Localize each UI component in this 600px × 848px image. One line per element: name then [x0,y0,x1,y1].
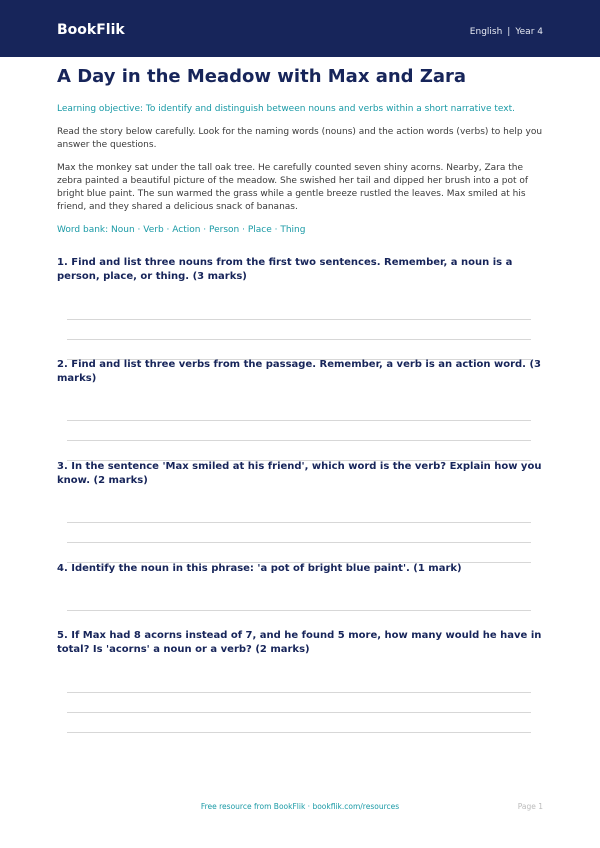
year-label: Year 4 [515,27,543,37]
meta-separator: | [507,27,511,37]
question-3: 3. In the sentence 'Max smiled at his friend', which word is the verb? Explain how you know. (2 marks) [57,461,542,486]
question-2: 2. Find and list three verbs from the passage. Remember, a verb is an action word. (3 marks) [57,359,541,384]
subject-label: English [469,27,503,37]
answer-line[interactable] [67,440,531,441]
answer-line[interactable] [67,542,531,543]
instructions: Read the story below carefully. Look for the naming words (nouns) and the action words (verbs) to help you answer the questions. [57,127,543,150]
footer-source: Free resource from BookFlik · bookflik.com/resources [200,802,400,811]
worksheet-intro [57,65,543,237]
answer-line[interactable] [67,522,531,523]
answer-line[interactable] [67,420,531,421]
question-1: 1. Find and list three nouns from the first two sentences. Remember, a noun is a person, place, or thing. (3 marks) [57,257,513,282]
page-title: A Day in the Meadow with Max and Zara [57,66,467,87]
question-5: 5. If Max had 8 acorns instead of 7, and he found 5 more, how many would he have in total? Is 'acorns' a noun or a verb? (2 marks) [57,630,542,655]
answer-line[interactable] [67,339,531,340]
story-passage: Max the monkey sat under the tall oak tree. He carefully counted seven shiny acorns. Nearby, Zara the zebra painted a beautiful picture of the meadow. She swished her tail and dipped her brush into a pot of bright blue paint. The sun warmed the grass while a gentle breeze rustled the leaves. Max smiled at his friend, and they shared a delicious snack of bananas. [57,163,529,212]
answer-line[interactable] [67,610,531,611]
word-bank: Word bank: Noun · Verb · Action · Person · Place · Thing [57,225,306,235]
page-header [0,0,600,57]
question-4: 4. Identify the noun in this phrase: 'a pot of bright blue paint'. (1 mark) [57,563,462,574]
learning-objective: Learning objective: To identify and distinguish between nouns and verbs within a short narrative text. [57,104,515,114]
answer-line[interactable] [67,319,531,320]
page-number: Page 1 [517,802,543,811]
answer-line[interactable] [67,732,531,733]
brand-logo: BookFlik [57,22,125,38]
header-meta [470,27,543,37]
answer-line[interactable] [67,712,531,713]
answer-line[interactable] [67,692,531,693]
